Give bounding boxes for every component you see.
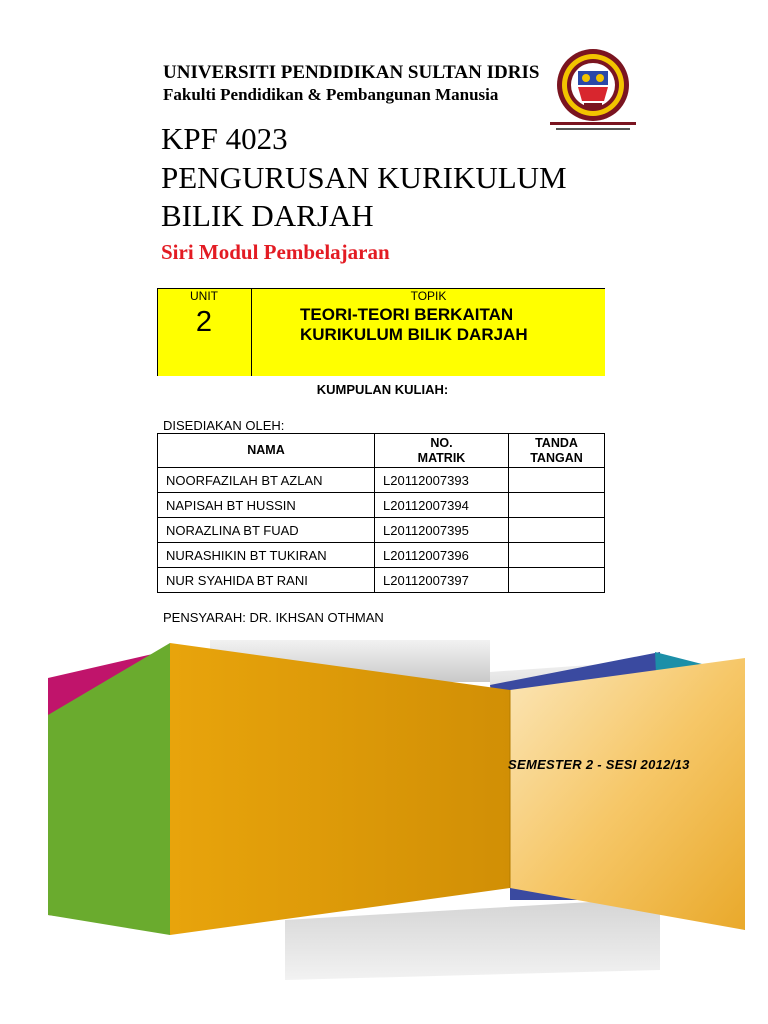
member-matric: L20112007394 xyxy=(375,493,509,518)
member-name: NUR SYAHIDA BT RANI xyxy=(158,568,375,593)
table-row xyxy=(158,568,605,593)
name-column-header: NAMA xyxy=(158,434,375,468)
member-signature xyxy=(509,493,605,518)
table-row xyxy=(158,543,605,568)
sign-header-line1: TANDA xyxy=(535,435,578,450)
table-row xyxy=(158,468,605,493)
member-matric: L20112007395 xyxy=(375,518,509,543)
matric-column-header xyxy=(375,434,509,468)
lecture-group-label: KUMPULAN KULIAH: xyxy=(316,382,449,397)
semester-label: SEMESTER 2 - SESI 2012/13 xyxy=(508,757,690,772)
member-name: NOORFAZILAH BT AZLAN xyxy=(158,468,375,493)
faculty-name: Fakulti Pendidikan & Pembangunan Manusia xyxy=(163,85,499,104)
unit-topic-box xyxy=(157,288,605,376)
member-signature xyxy=(509,568,605,593)
topic-label: TOPIK xyxy=(410,289,447,303)
member-name: NURASHIKIN BT TUKIRAN xyxy=(158,543,375,568)
signature-column-header xyxy=(509,434,605,468)
course-title-line2: BILIK DARJAH xyxy=(161,198,374,233)
table-row xyxy=(158,493,605,518)
university-crest-icon xyxy=(552,47,634,129)
members-table xyxy=(157,433,605,593)
member-matric: L20112007396 xyxy=(375,543,509,568)
table-row xyxy=(158,518,605,543)
course-code: KPF 4023 xyxy=(161,121,288,156)
unit-label: UNIT xyxy=(190,289,218,303)
unit-number: 2 xyxy=(195,306,213,338)
prepared-by-label: DISEDIAKAN OLEH: xyxy=(163,418,285,433)
matric-header-line2: MATRIK xyxy=(417,450,466,465)
sign-header-line2: TANGAN xyxy=(530,450,583,465)
member-signature xyxy=(509,468,605,493)
table-header-row xyxy=(158,434,605,468)
member-matric: L20112007393 xyxy=(375,468,509,493)
course-title-line1: PENGURUSAN KURIKULUM xyxy=(161,160,567,195)
member-signature xyxy=(509,543,605,568)
topic-title-line1: TEORI-TEORI BERKAITAN xyxy=(300,305,514,324)
topic-title-line2: KURIKULUM BILIK DARJAH xyxy=(300,325,528,344)
series-subtitle: Siri Modul Pembelajaran xyxy=(161,240,390,264)
topic-title xyxy=(300,305,600,345)
matric-header-line1: NO. xyxy=(430,435,453,450)
member-matric: L20112007397 xyxy=(375,568,509,593)
member-name: NORAZLINA BT FUAD xyxy=(158,518,375,543)
university-name: UNIVERSITI PENDIDIKAN SULTAN IDRIS xyxy=(163,62,540,83)
decorative-cover-graphic xyxy=(0,630,768,1024)
crest-caption xyxy=(548,120,638,132)
member-name: NAPISAH BT HUSSIN xyxy=(158,493,375,518)
lecturer-label: PENSYARAH: DR. IKHSAN OTHMAN xyxy=(163,610,384,625)
member-signature xyxy=(509,518,605,543)
